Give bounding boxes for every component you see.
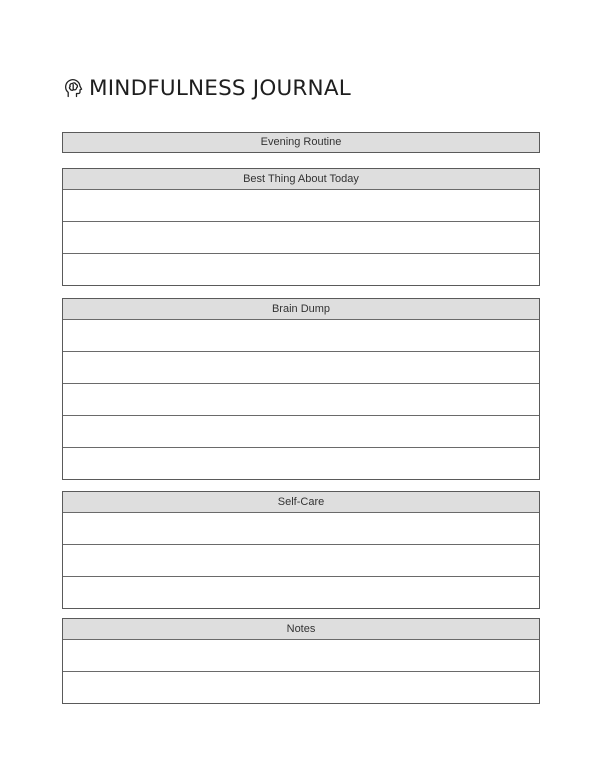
writing-line[interactable] [63,189,539,221]
writing-line[interactable] [63,253,539,285]
section-header: Best Thing About Today [63,169,539,189]
writing-line[interactable] [63,544,539,576]
writing-line[interactable] [63,671,539,703]
writing-line[interactable] [63,221,539,253]
writing-line[interactable] [63,415,539,447]
section-self-care [62,491,540,609]
writing-line[interactable] [63,447,539,479]
section-notes [62,618,540,704]
section-header: Self-Care [63,492,539,512]
page-title: MINDFULNESS JOURNAL [89,75,351,101]
writing-line[interactable] [63,319,539,351]
writing-line[interactable] [63,512,539,544]
section-evening-routine [62,132,540,153]
page-title-row [62,74,351,102]
section-header: Brain Dump [63,299,539,319]
writing-line[interactable] [63,383,539,415]
brain-head-icon [62,77,84,99]
section-header: Evening Routine [63,133,539,152]
writing-line[interactable] [63,639,539,671]
section-header: Notes [63,619,539,639]
writing-line[interactable] [63,351,539,383]
writing-line[interactable] [63,576,539,608]
section-brain-dump [62,298,540,480]
section-best-thing-about-today [62,168,540,286]
